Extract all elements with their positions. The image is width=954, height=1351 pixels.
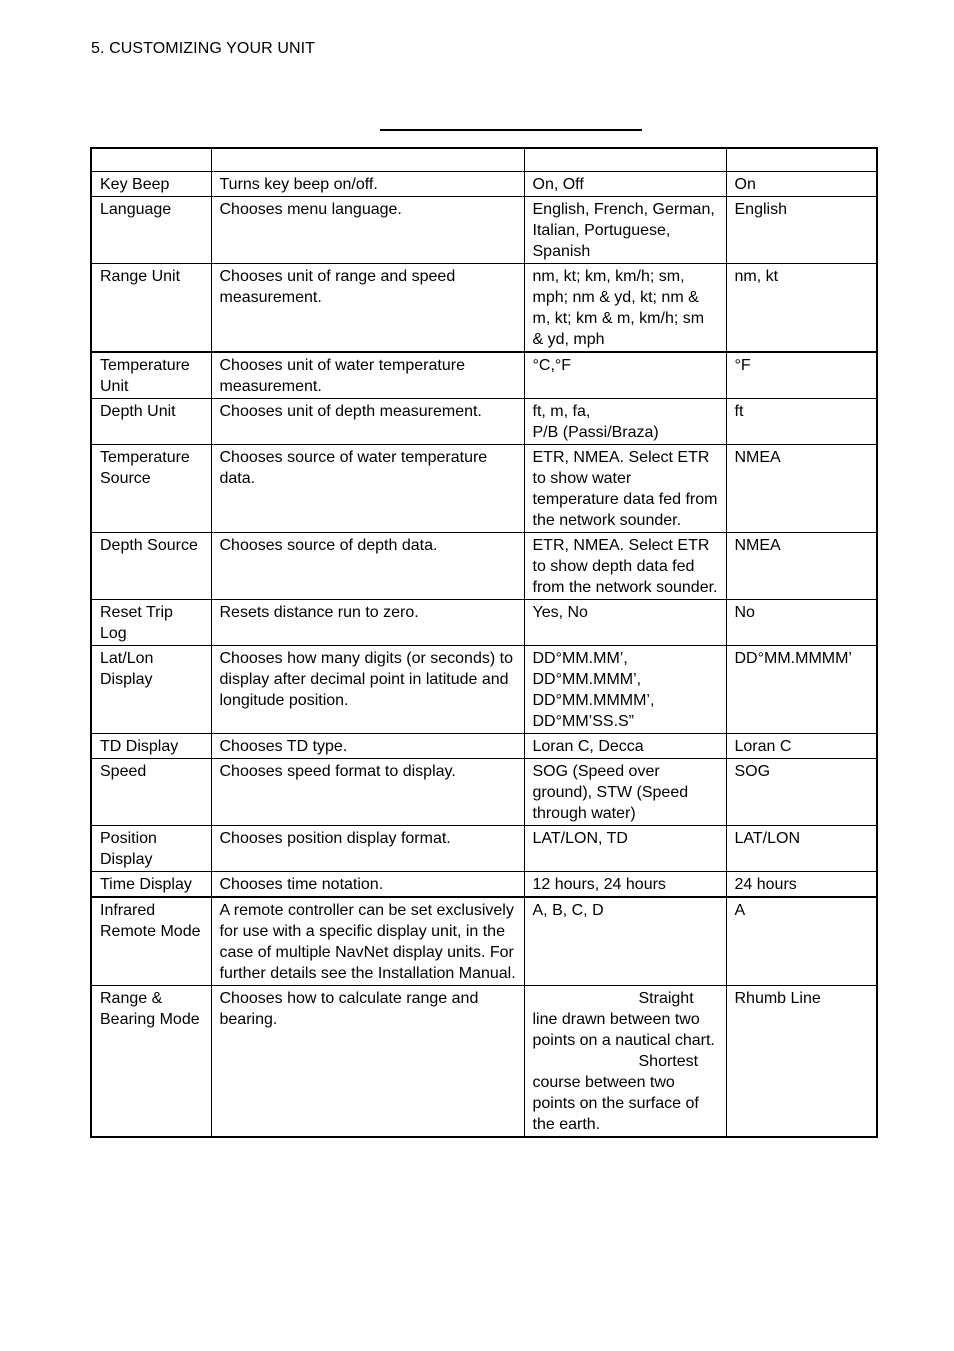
table-row [91, 264, 877, 353]
row-description: Chooses unit of range and speed measurement. [211, 264, 524, 353]
options-line: DD°MM.MM’, [532, 650, 628, 667]
row-name: Key Beep [91, 172, 211, 197]
section-header: 5. CUSTOMIZING YOUR UNIT [91, 40, 316, 57]
options-line: DD°MM’SS.S” [532, 713, 635, 730]
row-options: nm, kt; km, km/h; sm, mph; nm & yd, kt; nm & m, kt; km & m, km/h; sm & yd, mph [524, 264, 726, 353]
table-row [91, 646, 877, 734]
row-description: Chooses speed format to display. [211, 759, 524, 826]
row-default: 24 hours [726, 872, 877, 898]
row-default: On [726, 172, 877, 197]
row-default: NMEA [726, 445, 877, 533]
options-lead-text: Shortest [638, 1053, 699, 1070]
row-description: A remote controller can be set exclusively for use with a specific display unit, in the case of multiple NavNet display units. For further details see the Installation Manual. [211, 897, 524, 986]
row-name: Range & Bearing Mode [91, 986, 211, 1138]
row-default: English [726, 197, 877, 264]
table-row [91, 897, 877, 986]
options-line: ft, m, fa, [532, 403, 591, 420]
row-options: ETR, NMEA. Select ETR to show water temperature data fed from the network sounder. [524, 445, 726, 533]
options-line: course between two points on the surface of the earth. [532, 1074, 699, 1133]
row-name: Infrared Remote Mode [91, 897, 211, 986]
row-name: Reset Trip Log [91, 600, 211, 646]
table-row [91, 445, 877, 533]
row-options: On, Off [524, 172, 726, 197]
row-name: Depth Unit [91, 399, 211, 445]
row-options: English, French, German, Italian, Portuguese, Spanish [524, 197, 726, 264]
row-name: TD Display [91, 734, 211, 759]
table-row [91, 197, 877, 264]
header-cell-function [211, 148, 524, 172]
row-default: LAT/LON [726, 826, 877, 872]
row-description: Chooses source of depth data. [211, 533, 524, 600]
header-cell-menu-item [91, 148, 211, 172]
row-description: Resets distance run to zero. [211, 600, 524, 646]
header-cell-options [524, 148, 726, 172]
title-underline [380, 129, 642, 131]
table-row [91, 172, 877, 197]
row-options: °C,°F [524, 352, 726, 399]
row-name: Temperature Source [91, 445, 211, 533]
row-options: Loran C, Decca [524, 734, 726, 759]
row-default: A [726, 897, 877, 986]
table-header-row [91, 148, 877, 172]
row-description: Turns key beep on/off. [211, 172, 524, 197]
row-name: Language [91, 197, 211, 264]
row-description: Chooses menu language. [211, 197, 524, 264]
row-default: Loran C [726, 734, 877, 759]
row-default: SOG [726, 759, 877, 826]
options-line: DD°MM.MMMM’, [532, 692, 655, 709]
row-options: 12 hours, 24 hours [524, 872, 726, 898]
row-name: Lat/Lon Display [91, 646, 211, 734]
row-description: Chooses time notation. [211, 872, 524, 898]
options-line: line drawn between two points on a nautical chart. [532, 1011, 715, 1049]
options-line: P/B (Passi/Braza) [532, 424, 659, 441]
row-default: No [726, 600, 877, 646]
row-options: ETR, NMEA. Select ETR to show depth data fed from the network sounder. [524, 533, 726, 600]
row-options [524, 646, 726, 734]
table-row [91, 533, 877, 600]
row-options [524, 986, 726, 1138]
table-row [91, 986, 877, 1138]
table-row [91, 872, 877, 898]
table-row [91, 399, 877, 445]
row-default: DD°MM.MMMM’ [726, 646, 877, 734]
row-name: Temperature Unit [91, 352, 211, 399]
row-name: Range Unit [91, 264, 211, 353]
row-description: Chooses how to calculate range and bearing. [211, 986, 524, 1138]
row-name: Depth Source [91, 533, 211, 600]
settings-table [90, 147, 878, 1138]
row-description: Chooses unit of water temperature measurement. [211, 352, 524, 399]
row-default: °F [726, 352, 877, 399]
options-lead-text: Straight [638, 990, 694, 1007]
table-row [91, 826, 877, 872]
row-description: Chooses unit of depth measurement. [211, 399, 524, 445]
row-name: Time Display [91, 872, 211, 898]
row-description: Chooses source of water temperature data. [211, 445, 524, 533]
row-description: Chooses TD type. [211, 734, 524, 759]
header-cell-default [726, 148, 877, 172]
table-row [91, 759, 877, 826]
row-default: nm, kt [726, 264, 877, 353]
row-options [524, 399, 726, 445]
row-options: Yes, No [524, 600, 726, 646]
row-description: Chooses how many digits (or seconds) to display after decimal point in latitude and longitude position. [211, 646, 524, 734]
table-row [91, 352, 877, 399]
row-default: NMEA [726, 533, 877, 600]
row-options: A, B, C, D [524, 897, 726, 986]
row-options: LAT/LON, TD [524, 826, 726, 872]
row-default: Rhumb Line [726, 986, 877, 1138]
row-name: Position Display [91, 826, 211, 872]
table-row [91, 734, 877, 759]
options-line: DD°MM.MMM’, [532, 671, 642, 688]
row-name: Speed [91, 759, 211, 826]
table-row [91, 600, 877, 646]
row-default: ft [726, 399, 877, 445]
row-description: Chooses position display format. [211, 826, 524, 872]
row-options: SOG (Speed over ground), STW (Speed through water) [524, 759, 726, 826]
